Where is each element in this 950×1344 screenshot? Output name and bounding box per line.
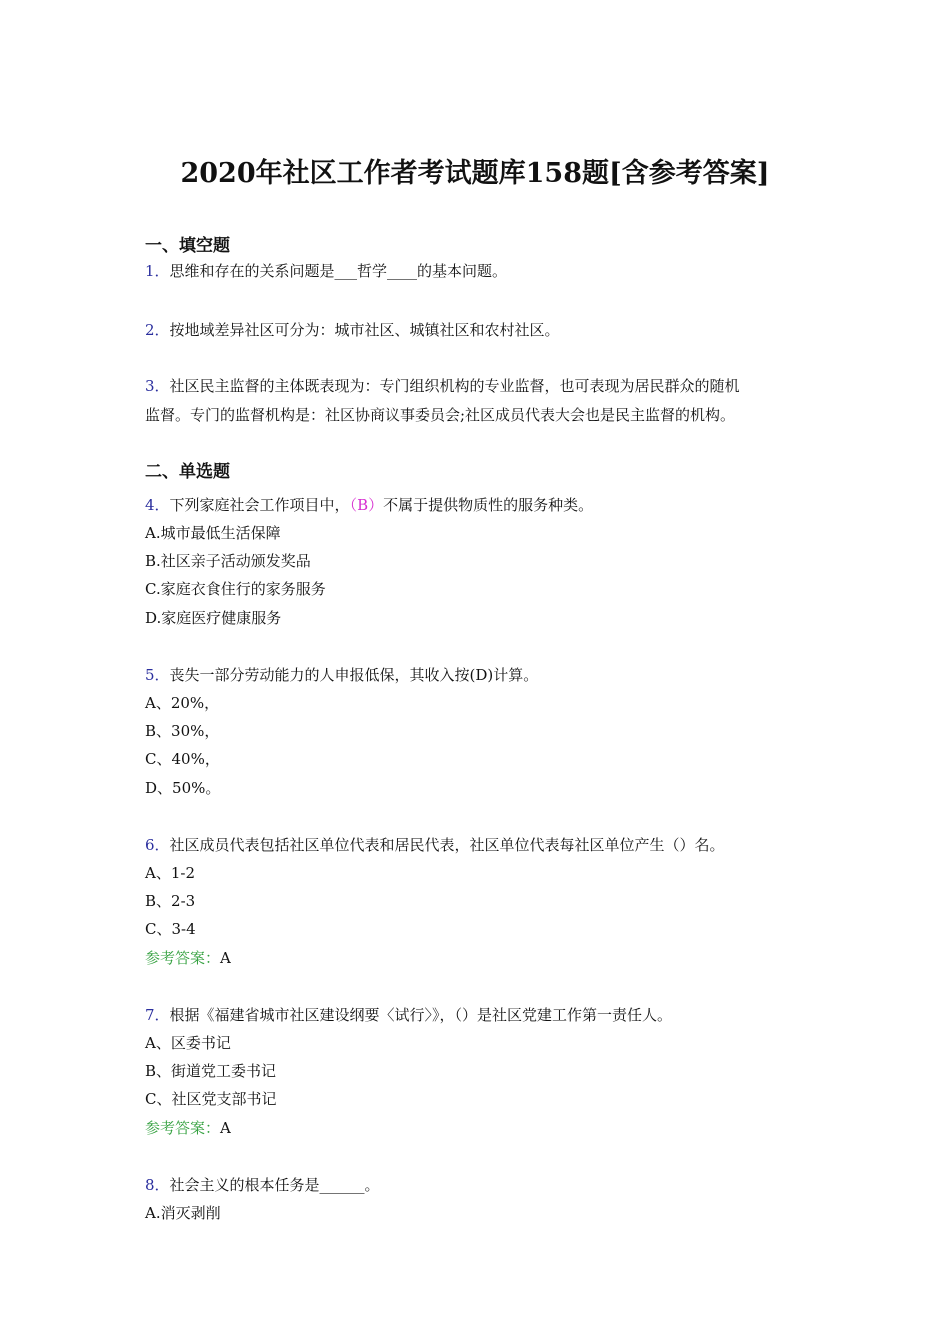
question-number: 1． <box>145 262 170 280</box>
question-text-tail: 不属于提供物质性的服务种类。 <box>383 496 594 514</box>
question-text: 下列家庭社会工作项目中， <box>169 496 350 514</box>
question-number: 7． <box>145 1006 170 1024</box>
option: C.家庭衣食住行的家务服务 <box>145 580 326 598</box>
answer-value: A <box>220 949 231 967</box>
question-5 <box>145 663 815 687</box>
option: B、2-3 <box>145 892 196 910</box>
question-text: 思维和存在的关系问题是___哲学____的基本问题。 <box>169 262 508 280</box>
question-1 <box>145 259 815 283</box>
answer-label: 参考答案： <box>145 1119 221 1137</box>
question-number: 5． <box>145 666 170 684</box>
reference-answer <box>145 946 815 970</box>
reference-answer <box>145 1116 815 1140</box>
section-heading-single: 二、单选题 <box>145 462 230 482</box>
answer-value: A <box>220 1119 231 1137</box>
question-7 <box>145 1003 815 1027</box>
option: A、区委书记 <box>145 1034 231 1052</box>
option: B、30%， <box>145 722 220 740</box>
question-3-continued: 监督。专门的监督机构是：社区协商议事委员会;社区成员代表大会也是民主监督的机构。 <box>145 406 736 424</box>
option: A.城市最低生活保障 <box>145 524 281 542</box>
option: D.家庭医疗健康服务 <box>145 609 282 627</box>
question-text: 社区成员代表包括社区单位代表和居民代表，社区单位代表每社区单位产生（）名。 <box>169 836 725 854</box>
question-number: 6． <box>145 836 170 854</box>
option: C、40%， <box>145 750 220 768</box>
question-number: 2． <box>145 321 170 339</box>
option: D、50%。 <box>145 779 221 797</box>
option: C、3-4 <box>145 920 196 938</box>
question-text: 根据《福建省城市社区建设纲要〈试行〉》，（）是社区党建工作第一责任人。 <box>169 1006 673 1024</box>
question-number: 8． <box>145 1176 170 1194</box>
question-text: 社区民主监督的主体既表现为：专门组织机构的专业监督，也可表现为居民群众的随机 <box>169 377 740 395</box>
question-8 <box>145 1173 815 1197</box>
question-text: 社会主义的根本任务是______。 <box>169 1176 380 1194</box>
question-number: 3． <box>145 377 170 395</box>
question-text: 按地域差异社区可分为：城市社区、城镇社区和农村社区。 <box>169 321 560 339</box>
answer-label: 参考答案： <box>145 949 221 967</box>
section-heading-fill: 一、填空题 <box>145 236 230 256</box>
question-2 <box>145 318 815 342</box>
page-title: 2020年社区工作者考试题库158题[含参考答案] <box>180 158 770 189</box>
answer-highlight: （B） <box>349 496 384 514</box>
question-4 <box>145 493 815 517</box>
option: A、20%， <box>145 694 220 712</box>
question-text: 丧失一部分劳动能力的人申报低保，其收入按(D)计算。 <box>169 666 539 684</box>
option: A.消灭剥削 <box>145 1204 221 1222</box>
option: B、街道党工委书记 <box>145 1062 277 1080</box>
option: C、社区党支部书记 <box>145 1090 277 1108</box>
option: A、1-2 <box>145 864 195 882</box>
question-3 <box>145 374 815 398</box>
question-number: 4． <box>145 496 170 514</box>
question-6 <box>145 833 815 857</box>
option: B.社区亲子活动颁发奖品 <box>145 552 311 570</box>
